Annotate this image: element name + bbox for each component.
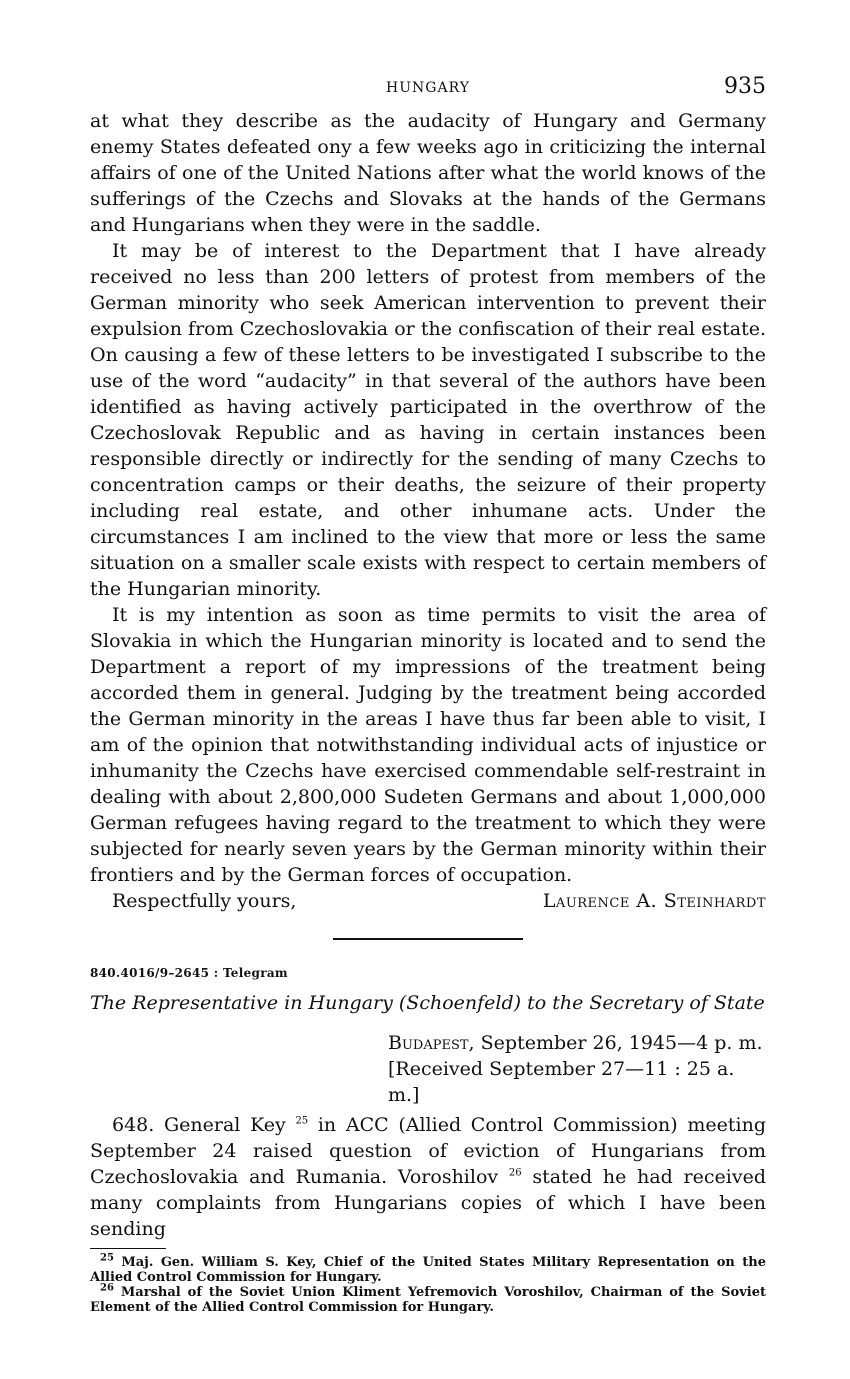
telegram-text-1: 648. General Key	[112, 1114, 286, 1136]
footnotes	[90, 1252, 767, 1315]
telegram-text-2: in ACC (Allied Control Commission) meeting September 24 raised question of eviction of Hungarians from Czechoslovakia and Rumania. Voroshilov	[90, 1114, 767, 1188]
telegram-text-3: stated he had received many complaints from Hungarians copies of which I have been sending	[90, 1166, 766, 1240]
telegram-body	[90, 1112, 766, 1242]
closing: Respectfully yours,	[112, 890, 297, 912]
footnote-ref-26[interactable]: 26	[508, 1167, 522, 1179]
dateline-sent	[388, 1030, 766, 1056]
dateline-received: [Received September 27—11 : 25 a. m.]	[388, 1058, 735, 1106]
footnote	[90, 1252, 767, 1285]
letter-paragraph: It may be of interest to the Department that I have already received no less than 200 letters of protest from members of the German minority who seek American intervention to prevent their expulsion from Czechoslovakia or the confiscation of their real estate. On causing a few of these letters to be investigated I subscribe to the use of the word “audacity” in that several of the authors have been identified as having actively participated in the overthrow of the Czechoslovak Republic and as having in certain instances been responsible directly or indirectly for the sending of many Czechs to concentration camps or their deaths, the seizure of their property including real estate, and other inhumane acts. Under the circumstances I am inclined to the view that more or less the same situation on a smaller scale exists with respect to certain members of the Hungarian minority.	[90, 240, 766, 600]
footnote-number: 26	[100, 1282, 114, 1294]
running-head-title: HUNGARY	[386, 80, 470, 96]
footnote	[90, 1282, 766, 1315]
telegram-paragraph	[90, 1112, 766, 1242]
footnote-divider	[90, 1248, 166, 1249]
running-head	[90, 74, 766, 108]
page-number: 935	[724, 74, 766, 99]
letter-paragraph: at what they describe as the audacity of Hungary and Germany enemy States defeated ony a few weeks ago in criticizing the internal affairs of one of the United Nations after what the world knows of the sufferings of the Czechs and Slovaks at the hands of the Germans and Hungarians when they were in the saddle.	[90, 110, 766, 236]
footnote-text: Maj. Gen. William S. Key, Chief of the United States Military Representation on the Allied Control Commission for Hungary.	[90, 1255, 767, 1285]
dateline-place: Budapest,	[388, 1032, 475, 1054]
document-heading: The Representative in Hungary (Schoenfeld) to the Secretary of State	[90, 992, 765, 1014]
file-reference: 840.4016/9–2645 : Telegram	[90, 966, 288, 980]
document-page	[90, 74, 766, 1315]
signer-name: Laurence A. Steinhardt	[542, 890, 766, 912]
footnote-number: 25	[100, 1252, 114, 1264]
dateline-date: September 26, 1945—4 p. m.	[480, 1032, 763, 1054]
signature-line	[90, 888, 766, 914]
footnote-ref-25[interactable]: 25	[295, 1115, 309, 1127]
letter-paragraph: It is my intention as soon as time permits to visit the area of Slovakia in which the Hungarian minority is located and to send the Department a report of my impressions of the treatment being accorded them in general. Judging by the treatment being accorded the German minority in the areas I have thus far been able to visit, I am of the opinion that notwithstanding individual acts of injustice or inhumanity the Czechs have exercised commendable self-restraint in dealing with about 2,800,000 Sudeten Germans and about 1,000,000 German refugees having regard to the treatment to which they were subjected for nearly seven years by the German minority within their frontiers and by the German forces of occupation.	[90, 604, 766, 886]
section-divider	[333, 938, 523, 940]
dateline	[90, 1030, 766, 1108]
footnote-text: Marshal of the Soviet Union Kliment Yefremovich Voroshilov, Chairman of the Soviet Element of the Allied Control Commission for Hungary.	[90, 1285, 766, 1315]
letter-body	[90, 108, 766, 888]
